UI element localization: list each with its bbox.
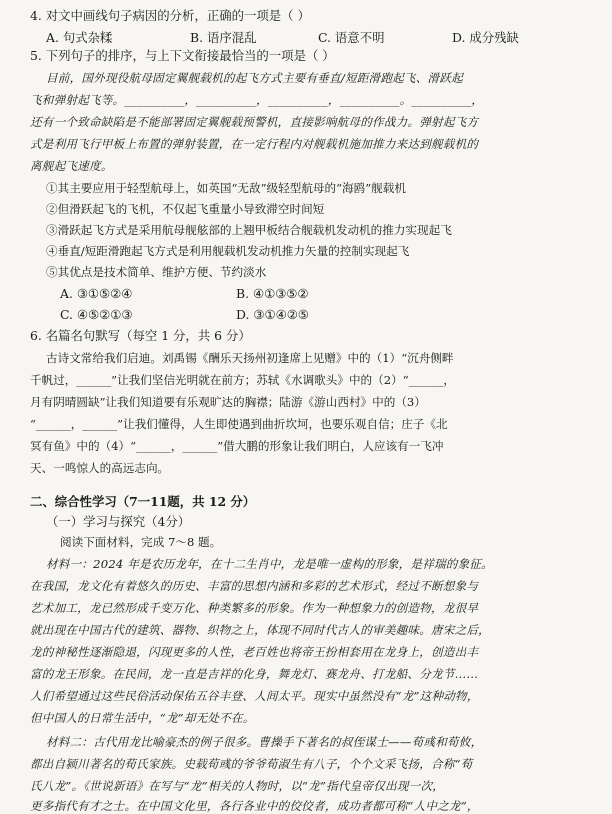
q4-stem: 4. 对文中画线句子病因的分析，正确的一项是（ ） [30,8,310,23]
material1-line: 艺术加工，龙已然形成千变万化、种类繁多的形象。作为一种想象力的创造物，龙很早 [30,601,479,615]
q6-stem: 6. 名篇名句默写（每空 1 分，共 6 分） [30,328,251,343]
material1-line: 材料一：2024 年是农历龙年，在十二生肖中，龙是唯一虚构的形象，是祥瑞的象征。 [46,557,493,571]
q4-option-d[interactable]: D. 成分残缺 [452,30,519,45]
material2-line: 材料二：古代用龙比喻豪杰的例子很多。曹操手下著名的叔侄谋士——荀彧和荀攸， [46,735,483,749]
q5-sentence-1: ①其主要应用于轻型航母上，如英国“无敌”级轻型航母的“海鸥”舰载机 [46,181,406,195]
subsection-title: （一）学习与探究（4分） [46,514,191,529]
q4-option-a[interactable]: A. 句式杂糅 [46,30,113,45]
q6-text-line: 千帆过，______”让我们坚信光明就在前方；苏轼《水调歌头》中的（2）“______， [30,373,456,387]
q5-sentence-3: ③滑跃起飞方式是采用航母舰舷部的上翘甲板结合舰载机发动机的推力实现起飞 [46,223,452,237]
material1-line: 在我国，龙文化有着悠久的历史、丰富的思想内涵和多彩的艺术形式，经过不断想象与 [30,579,479,593]
q4-option-c[interactable]: C. 语意不明 [318,30,385,45]
q5-sentence-5: ⑤其优点是技术简单、维护方便、节约淡水 [46,265,267,279]
q5-option-c[interactable]: C. ④⑤②①③ [60,307,133,322]
q5-passage-line: 目前，国外现役航母固定翼舰载机的起飞方式主要有垂直/短距滑跑起飞、滑跃起 [46,71,463,85]
q6-text-line: 冥有鱼》中的（4）“______，______”借大鹏的形象让我们明白，人应该有一飞冲 [30,439,444,453]
q6-text-line: 天、一鸣惊人的高远志向。 [30,461,170,475]
q6-text-line: “______，______”让我们懂得，人生即使遇到曲折坎坷，也要乐观自信；庄子《北 [30,417,448,431]
q5-passage-line: 还有一个致命缺陷是不能部署固定翼舰载预警机，直接影响航母的作战力。弹射起飞方 [30,115,479,129]
q5-sentence-4: ④垂直/短距滑跑起飞方式是利用舰载机发动机推力矢量的控制实现起飞 [46,244,410,258]
q5-sentence-2: ②但滑跃起飞的飞机，不仅起飞重量小导致滞空时间短 [46,202,325,216]
q5-passage-line: 飞和弹射起飞等。__________，__________，__________，__________。__________， [30,93,484,107]
material1-line: 富的龙王形象。在民间，龙一直是吉祥的化身，舞龙灯、赛龙舟、打龙船、分龙节…… [30,667,479,681]
material2-line: 氏八龙”。《世说新语》在写与“龙”相关的人物时，以“龙”指代皇帝仅出现一次， [30,779,445,793]
q5-option-b[interactable]: B. ④①③⑤② [236,286,309,301]
material2-line: 都出自颍川著名的荀氏家族。史载荀彧的爷爷荀淑生有八子，个个文采飞扬，合称“荀 [30,757,473,771]
q5-stem: 5. 下列句子的排序，与上下文衔接最恰当的一项是（ ） [30,48,335,63]
q6-text-line: 古诗文常给我们启迪。刘禹锡《酬乐天扬州初逢席上见赠》中的（1）“沉舟侧畔 [46,351,454,365]
q5-option-a[interactable]: A. ③①⑤②④ [60,286,133,301]
material2-line: 更多指代有才之士。在中国文化里，各行各业中的佼佼者，成功者都可称“人中之龙”， [30,799,479,813]
material1-line: 但中国人的日常生活中，“龙”却无处不在。 [30,711,255,725]
section-title: 二、综合性学习（7一11题，共 12 分） [30,494,256,509]
material1-line: 人们希望通过这些民俗活动保佑五谷丰登、人间太平。现实中虽然没有“龙”这种动物， [30,689,479,703]
q6-text-line: 月有阴晴圆缺”让我们知道要有乐观旷达的胸襟；陆游《游山西村》中的（3） [30,395,426,409]
q5-option-d[interactable]: D. ③①④②⑤ [236,307,309,322]
material1-line: 就出现在中国古代的建筑、器物、织物之上，体现不同时代古人的审美趣味。唐宋之后， [30,623,490,637]
q4-option-b[interactable]: B. 语序混乱 [190,30,257,45]
q5-passage-line: 式是利用飞行甲板上布置的弹射装置，在一定行程内对舰载机施加推力来达到舰载机的 [30,137,479,151]
material1-line: 龙的神秘性逐渐隐退，闪现更多的人性，老百姓也将帝王扮相套用在龙身上，创造出丰 [30,645,479,659]
q5-passage-line: 离舰起飞速度。 [30,159,113,173]
reading-instruction: 阅读下面材料，完成 7～8 题。 [60,535,222,549]
